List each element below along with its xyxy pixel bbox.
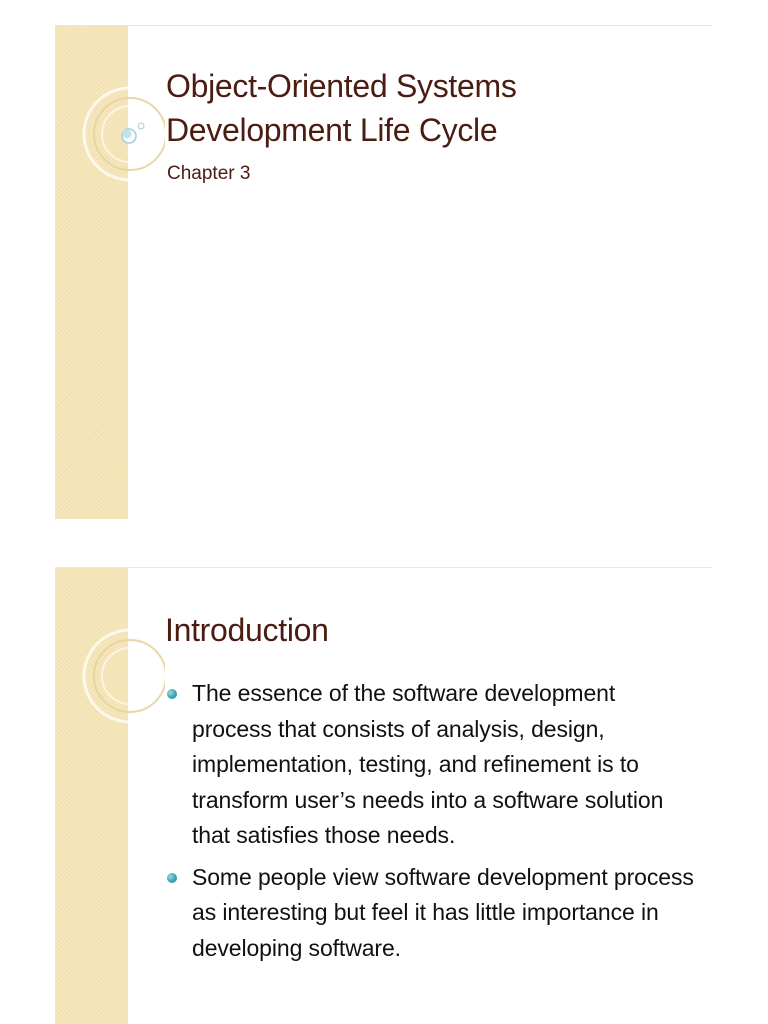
- title-line-2: Development Life Cycle: [166, 112, 498, 148]
- bullet-list: [167, 676, 697, 972]
- bullet-icon: [167, 689, 177, 699]
- slide-title-heading: [166, 64, 517, 152]
- bullet-text: Some people view software development process as interesting but feel it has little importance in developing software.: [192, 863, 694, 961]
- slide-title: [55, 25, 712, 519]
- bullet-text: The essence of the software development process that consists of analysis, design, implementation, testing, and refinement is to transform user’s needs into a software solution that satisfies those needs.: [192, 680, 664, 848]
- circles-ornament-icon: [55, 26, 165, 226]
- bullet-icon: [167, 873, 177, 883]
- bullet-item: [167, 860, 697, 967]
- bullet-item: [167, 676, 697, 854]
- slide-introduction: [55, 567, 712, 1024]
- circles-ornament-icon: [55, 568, 165, 768]
- title-line-1: Object-Oriented Systems: [166, 68, 517, 104]
- slide-subtitle: Chapter 3: [167, 163, 251, 184]
- slide-heading: Introduction: [165, 612, 329, 648]
